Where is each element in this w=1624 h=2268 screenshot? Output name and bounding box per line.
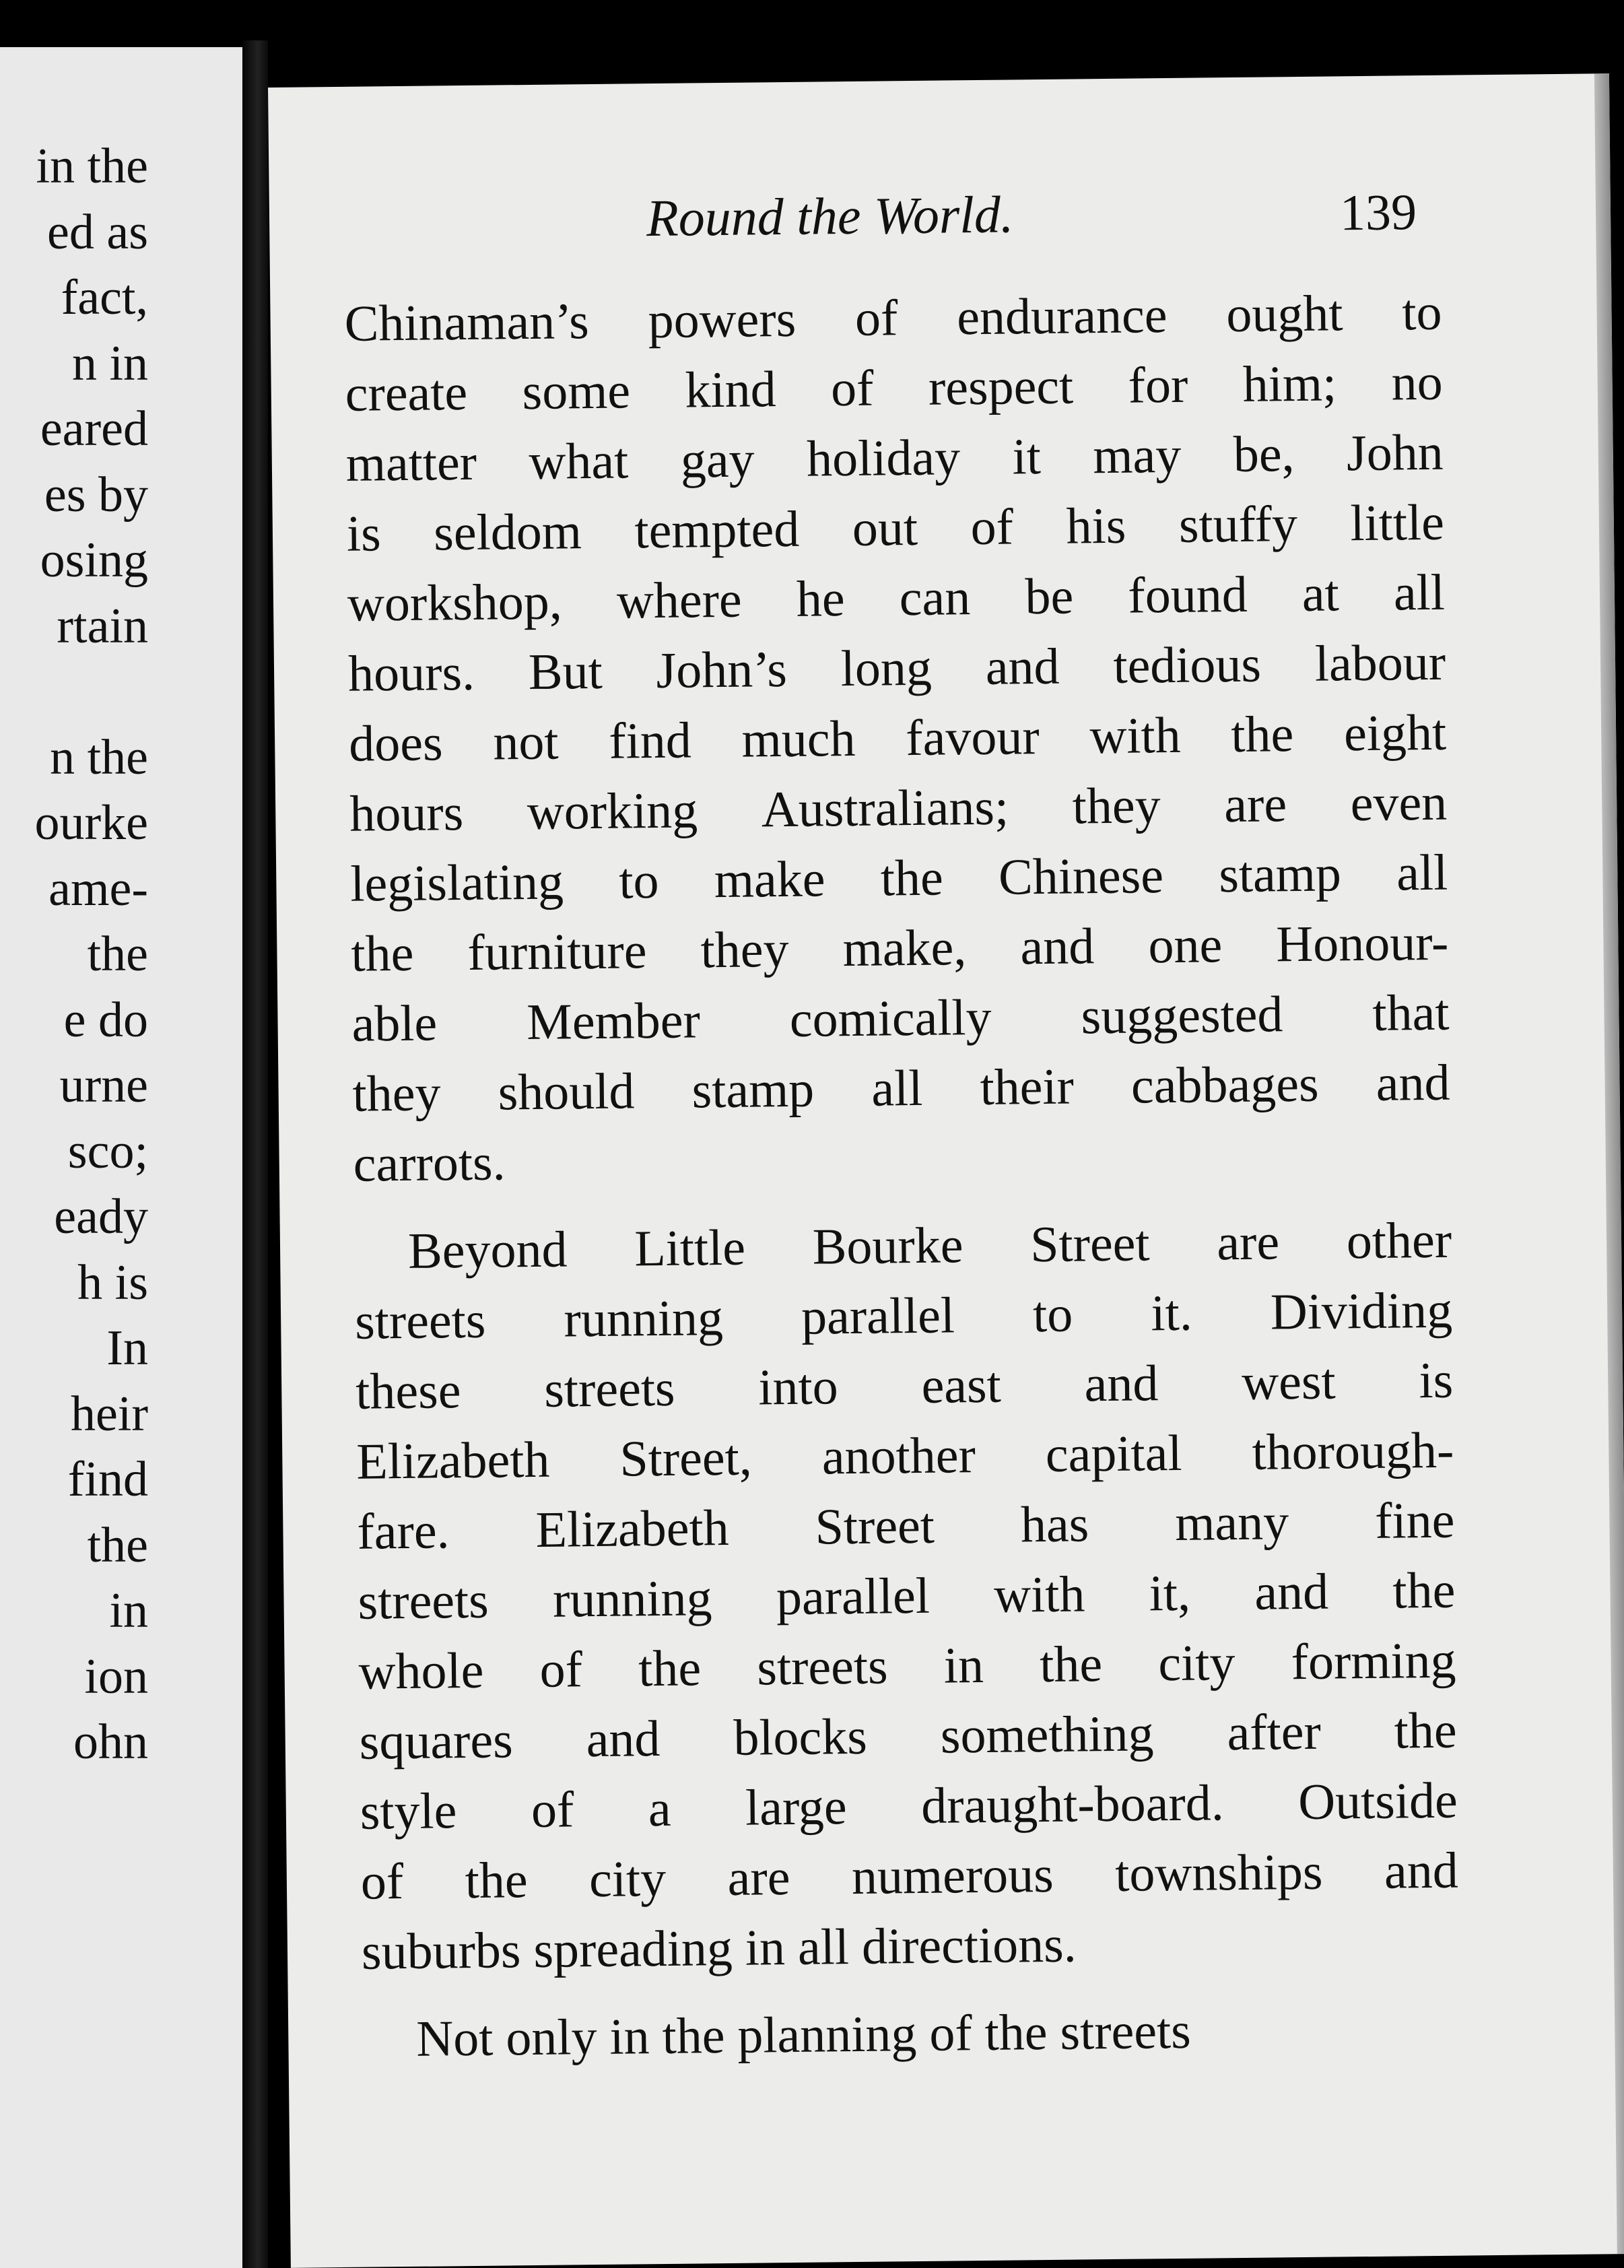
word: all xyxy=(871,1059,923,1117)
word: little xyxy=(1350,494,1445,552)
word: should xyxy=(498,1063,635,1121)
left-page-line: ourke xyxy=(34,795,148,850)
text-line xyxy=(356,1345,1454,1427)
body-text xyxy=(344,277,1460,2075)
word: draught-board. xyxy=(920,1774,1225,1834)
word: of xyxy=(539,1641,583,1698)
word: find xyxy=(608,712,692,770)
word: suggested xyxy=(1081,986,1283,1045)
word: and xyxy=(1254,1563,1329,1621)
word: no xyxy=(1391,354,1444,411)
left-page-line: es by xyxy=(44,467,148,523)
word: streets xyxy=(756,1638,888,1696)
word: his xyxy=(1066,497,1126,555)
word: labour xyxy=(1314,634,1446,692)
word: into xyxy=(757,1358,839,1416)
word: holiday xyxy=(806,429,961,488)
word: many xyxy=(1174,1494,1289,1552)
word: that xyxy=(1372,984,1450,1042)
left-page-line: osing xyxy=(40,533,148,588)
word: one xyxy=(1148,916,1223,974)
word: not xyxy=(492,713,559,771)
word: may xyxy=(1092,426,1182,485)
text-line xyxy=(347,558,1445,639)
word: Beyond xyxy=(407,1221,568,1279)
left-page-line: in xyxy=(109,1583,148,1638)
word: to xyxy=(1401,284,1442,341)
word: large xyxy=(745,1778,848,1836)
word: they xyxy=(700,921,789,979)
text-line xyxy=(345,347,1443,429)
word: blocks xyxy=(733,1708,868,1766)
text-line xyxy=(360,1766,1458,1847)
word: a xyxy=(648,1780,671,1838)
word: some xyxy=(522,362,631,421)
word: and xyxy=(985,638,1060,696)
word: the xyxy=(638,1640,702,1698)
word: matter xyxy=(345,434,477,492)
word: Street xyxy=(1029,1215,1150,1273)
word: can xyxy=(899,569,971,627)
text-line xyxy=(352,1048,1450,1129)
left-page-line: ed as xyxy=(47,204,148,260)
word: parallel xyxy=(801,1287,955,1345)
left-page-line: n the xyxy=(50,729,148,785)
word: make, xyxy=(842,919,967,978)
left-page-line: urne xyxy=(59,1058,148,1113)
word: they xyxy=(352,1065,441,1123)
word: their xyxy=(980,1058,1075,1116)
word: Chinaman’s xyxy=(344,293,590,352)
word: with xyxy=(1089,706,1182,765)
word: it. xyxy=(1151,1284,1193,1342)
word: gay xyxy=(680,431,755,489)
text-line xyxy=(348,628,1446,709)
word: west xyxy=(1241,1353,1337,1411)
word: streets xyxy=(543,1360,675,1418)
word: fine xyxy=(1374,1492,1455,1549)
facing-page-left xyxy=(0,47,242,2268)
word: streets xyxy=(354,1292,486,1350)
word: city xyxy=(588,1850,667,1908)
word: eight xyxy=(1343,704,1447,762)
text-line: Not only in the planning of the streets xyxy=(415,2002,1192,2067)
word: it xyxy=(1012,428,1042,486)
paragraph xyxy=(362,1993,1460,2075)
word: furniture xyxy=(467,923,647,981)
word: running xyxy=(552,1570,712,1628)
word: streets xyxy=(358,1572,489,1630)
word: seldom xyxy=(433,503,582,562)
word: whole xyxy=(358,1642,484,1700)
word: long xyxy=(840,639,933,698)
word: Little xyxy=(634,1219,746,1277)
word: stuffy xyxy=(1178,496,1298,554)
word: with xyxy=(993,1566,1085,1624)
word: and xyxy=(586,1710,661,1768)
word: even xyxy=(1350,774,1448,832)
word: powers xyxy=(648,290,797,349)
left-page-line: sco; xyxy=(67,1123,148,1179)
text-line xyxy=(358,1626,1456,1707)
word: Dividing xyxy=(1270,1281,1453,1341)
word: and xyxy=(1020,918,1095,976)
word: Member xyxy=(526,992,701,1051)
word: after xyxy=(1227,1703,1322,1762)
word: running xyxy=(564,1290,724,1348)
word: squares xyxy=(359,1712,514,1770)
left-page-line: n in xyxy=(71,335,148,391)
page-edge xyxy=(1594,73,1624,2254)
word: does xyxy=(348,714,443,772)
word: forming xyxy=(1291,1632,1456,1691)
word: make xyxy=(714,850,825,909)
word: other xyxy=(1346,1211,1452,1270)
page-139 xyxy=(268,73,1624,2268)
left-page-line: the xyxy=(87,927,148,982)
word: they xyxy=(1072,777,1161,835)
word: John’s xyxy=(656,640,788,700)
left-page-line: fact, xyxy=(61,270,148,325)
word: fare. xyxy=(357,1502,450,1560)
word: Bourke xyxy=(812,1217,963,1275)
word: stamp xyxy=(1218,845,1342,904)
text-line xyxy=(349,698,1447,779)
left-page-line: eared xyxy=(40,401,148,457)
word: and xyxy=(1384,1842,1459,1900)
left-page-line: rtain xyxy=(57,598,148,654)
word: townships xyxy=(1114,1843,1323,1902)
left-page-line: heir xyxy=(70,1386,148,1442)
page-number: 139 xyxy=(1339,184,1417,242)
word: is xyxy=(1419,1352,1454,1409)
word: to xyxy=(618,852,659,910)
word: respect xyxy=(928,358,1074,416)
left-page-line: eady xyxy=(54,1189,148,1244)
word: city xyxy=(1157,1634,1236,1692)
word: hours xyxy=(349,785,464,842)
text-line: suburbs spreading in all directions. xyxy=(361,1916,1077,1980)
left-page-line: ion xyxy=(84,1648,148,1704)
word: of xyxy=(854,290,898,347)
word: the xyxy=(1039,1636,1103,1694)
left-page-line: ame- xyxy=(48,861,148,916)
word: of xyxy=(970,498,1014,556)
paragraph xyxy=(354,1205,1460,1987)
text-line xyxy=(354,1205,1452,1287)
word: Elizabeth xyxy=(356,1431,550,1490)
text-line xyxy=(359,1696,1457,1777)
word: kind xyxy=(685,361,777,419)
text-line xyxy=(351,978,1450,1059)
book-gutter xyxy=(242,40,268,2268)
word: are xyxy=(1223,776,1287,834)
word: in xyxy=(943,1636,984,1694)
word: and xyxy=(1084,1355,1159,1413)
word: legislating xyxy=(349,853,564,912)
left-page-line: find xyxy=(67,1452,148,1507)
word: the xyxy=(465,1852,529,1910)
word: able xyxy=(351,995,438,1053)
word: and xyxy=(1376,1054,1450,1112)
word: what xyxy=(529,432,629,490)
word: Australians; xyxy=(761,778,1009,838)
text-line xyxy=(344,277,1442,359)
word: Outside xyxy=(1297,1772,1458,1831)
word: all xyxy=(1393,564,1446,622)
text-line xyxy=(349,768,1448,849)
word: tedious xyxy=(1112,636,1262,694)
word: are xyxy=(1216,1213,1280,1271)
word: much xyxy=(741,710,856,768)
word: the xyxy=(351,925,414,982)
text-line xyxy=(360,1836,1458,1917)
word: another xyxy=(821,1427,976,1486)
text-line: carrots. xyxy=(353,1134,506,1193)
word: it, xyxy=(1149,1564,1191,1622)
word: ought xyxy=(1225,285,1343,343)
word: parallel xyxy=(776,1567,931,1626)
word: to xyxy=(1032,1286,1073,1343)
word: the xyxy=(1394,1702,1458,1760)
left-page-line: In xyxy=(106,1321,148,1376)
word: out xyxy=(852,499,918,557)
word: Honour- xyxy=(1275,914,1449,973)
word: John xyxy=(1346,424,1444,482)
word: all xyxy=(1396,844,1448,902)
word: these xyxy=(355,1362,461,1420)
word: the xyxy=(1392,1562,1456,1620)
left-page-line: e do xyxy=(63,992,148,1048)
word: hours. xyxy=(347,644,475,702)
word: be xyxy=(1025,568,1074,626)
word: Elizabeth xyxy=(535,1499,730,1558)
word: where xyxy=(616,571,743,630)
word: cabbages xyxy=(1130,1055,1319,1114)
word: Street xyxy=(815,1497,935,1556)
word: style xyxy=(360,1782,457,1840)
text-line xyxy=(355,1275,1453,1357)
word: stamp xyxy=(691,1061,815,1119)
word: Street, xyxy=(619,1429,753,1488)
word: of xyxy=(830,360,874,418)
left-page-line: in the xyxy=(36,139,148,194)
word: But xyxy=(528,642,603,700)
word: the xyxy=(880,849,944,907)
word: numerous xyxy=(851,1846,1054,1906)
text-line xyxy=(346,488,1444,569)
left-page-line: h is xyxy=(77,1255,148,1310)
word: he xyxy=(796,570,846,628)
word: east xyxy=(921,1356,1002,1414)
word: at xyxy=(1301,565,1340,622)
paragraph xyxy=(344,277,1451,1199)
word: is xyxy=(346,505,382,562)
word: has xyxy=(1020,1496,1089,1554)
word: are xyxy=(727,1849,790,1906)
word: the xyxy=(1230,706,1294,764)
text-line xyxy=(351,908,1449,989)
word: of xyxy=(360,1853,404,1910)
text-line xyxy=(356,1415,1454,1497)
word: for xyxy=(1128,356,1188,414)
word: tempted xyxy=(634,500,800,560)
text-line xyxy=(357,1486,1455,1567)
word: working xyxy=(527,782,698,841)
left-page-line: ohn xyxy=(73,1714,148,1770)
word: be, xyxy=(1233,426,1295,483)
text-line xyxy=(345,418,1444,499)
word: him; xyxy=(1242,355,1337,413)
left-page-line: the xyxy=(87,1517,148,1573)
word: something xyxy=(940,1705,1154,1764)
word: workshop, xyxy=(347,573,563,632)
word: comically xyxy=(789,989,992,1048)
word: of xyxy=(531,1781,574,1839)
word: create xyxy=(345,364,468,422)
text-line xyxy=(350,838,1448,919)
word: endurance xyxy=(956,287,1168,346)
word: favour xyxy=(905,708,1040,767)
word: capital xyxy=(1045,1424,1182,1483)
text-line xyxy=(358,1556,1456,1637)
word: found xyxy=(1127,566,1248,624)
running-head: Round the World. xyxy=(646,185,1014,248)
word: Chinese xyxy=(998,847,1164,906)
word: thorough- xyxy=(1252,1422,1454,1481)
